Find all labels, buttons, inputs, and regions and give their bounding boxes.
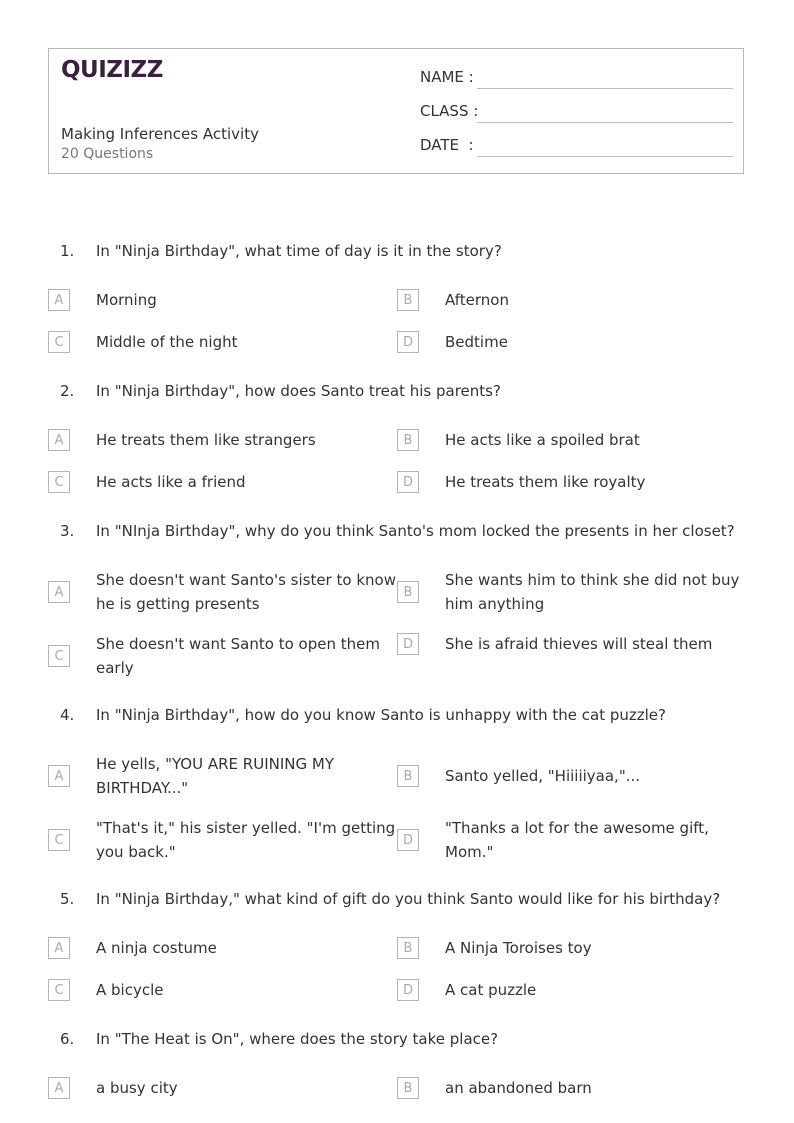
option-text: He treats them like strangers [96,431,316,449]
answer-option[interactable] [397,288,745,312]
answer-option[interactable] [48,330,396,354]
option-text: She wants him to think she did not buy him anything [445,571,740,613]
option-letter-box: D [397,331,419,353]
option-letter-box: A [48,581,70,603]
question-text: In "Ninja Birthday", how do you know Santo is unhappy with the cat puzzle? [96,706,666,724]
option-text: Bedtime [445,333,508,351]
option-text: She doesn't want Santo to open them early [96,635,380,677]
date-label: DATE : [420,136,474,154]
option-text: Middle of the night [96,333,238,351]
option-letter-box: B [397,1077,419,1099]
question-number: 2. [60,382,75,400]
answer-option[interactable] [48,978,396,1002]
question-text: In "Ninja Birthday", how does Santo treat his parents? [96,382,501,400]
option-text: A bicycle [96,981,164,999]
option-text: He yells, "YOU ARE RUINING MY BIRTHDAY..." [96,755,334,797]
option-letter-box: C [48,829,70,851]
class-label: CLASS : [420,102,479,120]
answer-option[interactable] [48,568,396,616]
option-letter-box: D [397,471,419,493]
option-text: He treats them like royalty [445,473,646,491]
name-label: NAME : [420,68,474,86]
option-text: an abandoned barn [445,1079,592,1097]
option-letter-box: A [48,937,70,959]
option-text: He acts like a spoiled brat [445,431,640,449]
answer-option[interactable] [397,1076,745,1100]
option-letter-box: C [48,645,70,667]
option-text: A cat puzzle [445,981,537,999]
name-field[interactable] [420,68,733,90]
answer-option[interactable] [397,428,745,452]
option-letter-box: A [48,429,70,451]
option-letter-box: C [48,979,70,1001]
answer-option[interactable] [48,288,396,312]
option-letter-box: B [397,765,419,787]
answer-option[interactable] [397,936,745,960]
option-text: Morning [96,291,157,309]
option-text: She is afraid thieves will steal them [445,635,713,653]
option-letter-box: D [397,829,419,851]
option-letter-box: A [48,765,70,787]
class-line[interactable] [477,122,733,123]
question-number: 3. [60,522,75,540]
question-number: 6. [60,1030,75,1048]
date-line[interactable] [477,156,733,157]
option-text: "Thanks a lot for the awesome gift, Mom." [445,819,709,861]
answer-option[interactable] [397,816,745,864]
option-letter-box: B [397,429,419,451]
answer-option[interactable] [397,632,745,656]
answer-option[interactable] [397,568,745,616]
answer-option[interactable] [48,428,396,452]
quizizz-logo: QUIZIZZ [61,57,163,83]
option-text: A ninja costume [96,939,217,957]
option-letter-box: C [48,331,70,353]
answer-option[interactable] [48,816,396,864]
answer-option[interactable] [397,330,745,354]
answer-option[interactable] [48,752,396,800]
answer-option[interactable] [48,632,396,680]
option-letter-box: B [397,289,419,311]
answer-option[interactable] [397,978,745,1002]
question-number: 4. [60,706,75,724]
option-text: He acts like a friend [96,473,246,491]
name-line[interactable] [477,88,733,89]
answer-option[interactable] [397,470,745,494]
answer-option[interactable] [48,470,396,494]
question-text: In "Ninja Birthday," what kind of gift do you think Santo would like for his birthday? [96,890,721,908]
worksheet-title: Making Inferences Activity [61,125,259,143]
question-number: 5. [60,890,75,908]
option-letter-box: A [48,289,70,311]
option-text: A Ninja Toroises toy [445,939,592,957]
option-text: Afternon [445,291,509,309]
question-number: 1. [60,242,75,260]
question-count: 20 Questions [61,146,154,162]
date-field[interactable] [420,136,733,158]
option-letter-box: D [397,633,419,655]
question-text: In "NInja Birthday", why do you think Santo's mom locked the presents in her closet? [96,522,735,540]
option-letter-box: D [397,979,419,1001]
answer-option[interactable] [397,764,745,788]
option-letter-box: B [397,937,419,959]
option-text: a busy city [96,1079,178,1097]
option-letter-box: A [48,1077,70,1099]
option-text: She doesn't want Santo's sister to know he is getting presents [96,571,396,613]
option-letter-box: C [48,471,70,493]
class-field[interactable] [420,102,733,124]
worksheet-header [48,48,744,174]
option-text: "That's it," his sister yelled. "I'm getting you back." [96,819,396,861]
question-text: In "The Heat is On", where does the story take place? [96,1030,499,1048]
answer-option[interactable] [48,1076,396,1100]
question-text: In "Ninja Birthday", what time of day is it in the story? [96,242,502,260]
option-letter-box: B [397,581,419,603]
option-text: Santo yelled, "Hiiiiiyaa,"... [445,767,641,785]
answer-option[interactable] [48,936,396,960]
